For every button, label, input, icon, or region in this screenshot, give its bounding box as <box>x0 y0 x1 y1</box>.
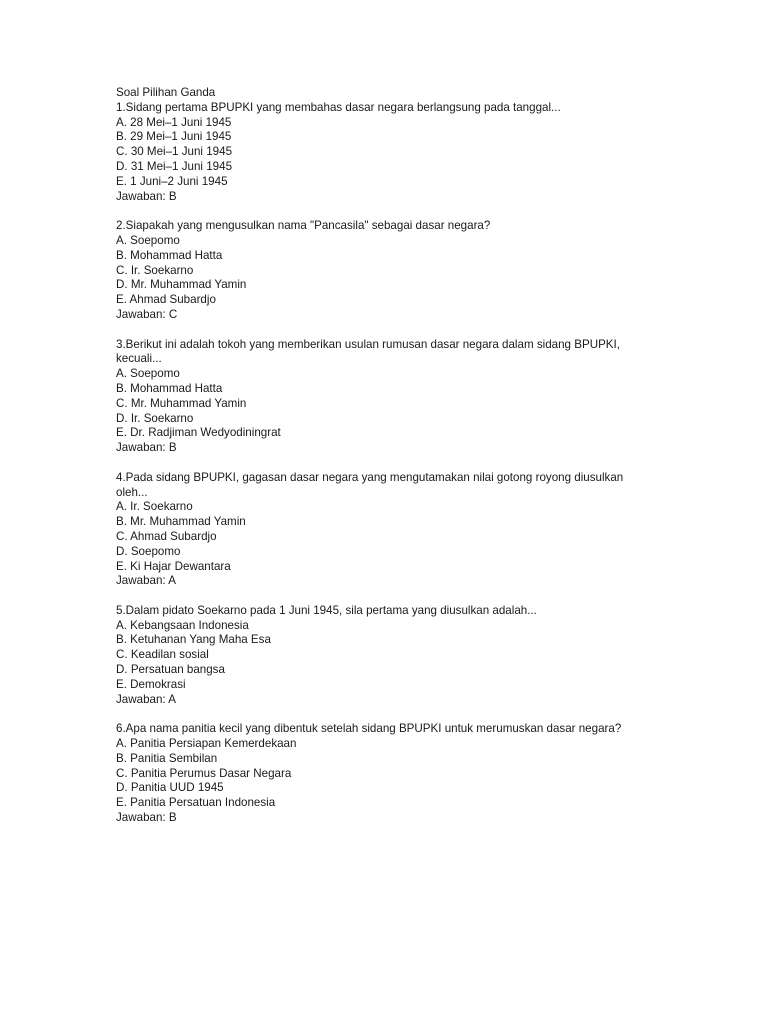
answer-option: C. Panitia Perumus Dasar Negara <box>116 766 292 780</box>
question-text: 3.Berikut ini adalah tokoh yang memberikan usulan rumusan dasar negara dalam sidang BPUPKI, kecuali... <box>116 337 624 366</box>
answer-option: D. 31 Mei–1 Juni 1945 <box>116 159 233 173</box>
question-block <box>116 338 636 456</box>
answer-option: D. Panitia UUD 1945 <box>116 781 224 795</box>
answer-option: B. Mr. Muhammad Yamin <box>116 515 246 529</box>
answer-key: Jawaban: A <box>116 692 176 706</box>
answer-option: C. Ahmad Subardjo <box>116 529 217 543</box>
answer-option: E. Dr. Radjiman Wedyodiningrat <box>116 426 281 440</box>
answer-option: E. 1 Juni–2 Juni 1945 <box>116 174 228 188</box>
answer-option: D. Mr. Muhammad Yamin <box>116 278 247 292</box>
answer-option: B. Panitia Sembilan <box>116 751 218 765</box>
question-text: 1.Sidang pertama BPUPKI yang membahas dasar negara berlangsung pada tanggal... <box>116 100 561 114</box>
answer-option: C. Ir. Soekarno <box>116 263 194 277</box>
question-text: 4.Pada sidang BPUPKI, gagasan dasar negara yang mengutamakan nilai gotong royong diusulkan oleh... <box>116 470 627 499</box>
answer-option: E. Demokrasi <box>116 677 186 691</box>
answer-option: D. Soepomo <box>116 544 181 558</box>
question-block <box>116 722 636 826</box>
answer-key: Jawaban: C <box>116 307 178 321</box>
answer-option: A. Soepomo <box>116 233 180 247</box>
question-block <box>116 471 636 589</box>
answer-key: Jawaban: B <box>116 441 177 455</box>
answer-option: A. Ir. Soekarno <box>116 500 193 514</box>
question-block <box>116 604 636 708</box>
answer-option: C. Mr. Muhammad Yamin <box>116 396 247 410</box>
question-text: 6.Apa nama panitia kecil yang dibentuk setelah sidang BPUPKI untuk merumuskan dasar negara? <box>116 722 622 736</box>
answer-key: Jawaban: B <box>116 811 177 825</box>
answer-option: C. Keadilan sosial <box>116 648 209 662</box>
answer-option: A. Soepomo <box>116 367 180 381</box>
question-list <box>116 101 636 826</box>
question-text: 2.Siapakah yang mengusulkan nama "Pancasila" sebagai dasar negara? <box>116 219 491 233</box>
answer-option: B. Mohammad Hatta <box>116 381 223 395</box>
document-title: Soal Pilihan Ganda <box>116 86 216 99</box>
answer-option: B. Ketuhanan Yang Maha Esa <box>116 633 271 647</box>
question-block <box>116 219 636 323</box>
answer-key: Jawaban: B <box>116 189 177 203</box>
question-block <box>116 101 636 205</box>
question-text: 5.Dalam pidato Soekarno pada 1 Juni 1945, sila pertama yang diusulkan adalah... <box>116 603 537 617</box>
answer-option: E. Ki Hajar Dewantara <box>116 559 231 573</box>
answer-option: E. Panitia Persatuan Indonesia <box>116 796 276 810</box>
answer-option: A. Kebangsaan Indonesia <box>116 618 249 632</box>
document-page <box>116 86 636 841</box>
answer-option: C. 30 Mei–1 Juni 1945 <box>116 145 233 159</box>
answer-option: E. Ahmad Subardjo <box>116 293 216 307</box>
answer-key: Jawaban: A <box>116 574 176 588</box>
answer-option: D. Persatuan bangsa <box>116 663 225 677</box>
answer-option: A. Panitia Persiapan Kemerdekaan <box>116 737 297 751</box>
answer-option: D. Ir. Soekarno <box>116 411 194 425</box>
answer-option: B. 29 Mei–1 Juni 1945 <box>116 130 232 144</box>
answer-option: A. 28 Mei–1 Juni 1945 <box>116 115 232 129</box>
answer-option: B. Mohammad Hatta <box>116 248 223 262</box>
